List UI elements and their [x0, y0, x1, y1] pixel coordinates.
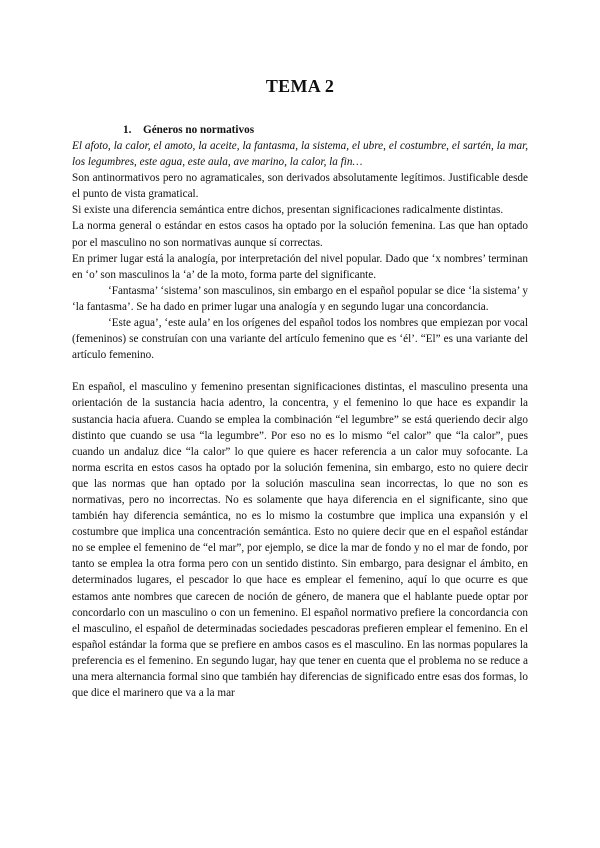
- paragraph: Son antinormativos pero no agramaticales, son derivados absolutamente legítimos. Justificable desde el punto de vista gramatical.: [72, 172, 528, 201]
- section-number: 1.: [123, 124, 132, 136]
- paragraph: La norma general o estándar en estos casos ha optado por la solución femenina. Las que han optado por el masculino no son normativas aunque sí correctas.: [72, 220, 528, 249]
- examples-list: El afoto, la calor, el amoto, la aceite, la fantasma, la sistema, el ubre, el costumbre, el sartén, la mar, los legumbres, este agua, este aula, ave marino, la calor, la fin…: [72, 140, 528, 169]
- section-heading: [123, 123, 528, 138]
- paragraph: En primer lugar está la analogía, por interpretación del nivel popular. Dado que ‘x nombres’ terminan en ‘o’ son masculinos la ‘a’ de la moto, forma parte del significante.: [72, 252, 528, 281]
- paragraph: ‘Fantasma’ ‘sistema’ son masculinos, sin embargo en el español popular se dice ‘la sistema’ y ‘la fantasma’. Se ha dado en primer lugar una analogía y en segundo lugar una concordancia.: [72, 284, 528, 313]
- paragraph: En español, el masculino y femenino presentan significaciones distintas, el masculino presenta una orientación de la sustancia hacia adentro, la concentra, y el femenino lo que hace es expandir la sustancia hacia afuera. Cuando se emplea la combinación “el legumbre” se está queriendo decir algo distinto que cuando se usa “la legumbre”. Por eso no es lo mismo “el calor” que “la calor”, pues cuando un andaluz dice “la calor” lo que quiere es hacer referencia a un calor muy sofocante. La norma escrita en estos casos ha optado por la solución femenina, sin embargo, esto no quiere decir que las normas que han optado por la solución masculina sean incorrectas, lo que no son es normativas, pero no incorrectas. No es solamente que haya diferencia en el significante, sino que también hay diferencia semántica, no es lo mismo la costumbre que implica una expansión y el costumbre que implica una concentración semántica. Esto no quiere decir que en el español estándar no se emplee el femenino de “el mar”, por ejemplo, se dice la mar de fondo y no el mar de fondo, por tanto se emplea la otra forma pero con un sentido distinto. Sin embargo, para designar el ámbito, en determinados lugares, el pescador lo que hace es emplear el femenino, aquí lo que ocurre es que estamos ante nombres que carecen de noción de género, de manera que el hablante puede optar por concordarlo con un masculino o con un femenino. El español normativo prefiere la concordancia con el masculino, el español de determinadas sociedades pescadoras prefieren emplear el femenino. En el español estándar la forma que se prefiere en ambos casos es el masculino. En las normas populares la preferencia es el femenino. En segundo lugar, hay que tener en cuenta que el problema no se reduce a una mera alternancia formal sino que también hay diferencias de significado entre esas dos formas, lo que dice el marinero que va a la mar: [72, 381, 528, 700]
- paragraph: ‘Este agua’, ‘este aula’ en los orígenes del español todos los nombres que empiezan por vocal (femeninos) se construían con una variante del artículo femenino que es ‘él’. “El” es una variante del artículo femenino.: [72, 317, 528, 362]
- paragraph: Si existe una diferencia semántica entre dichos, presentan significaciones radicalmente distintas.: [72, 204, 504, 217]
- section-heading-text: Géneros no normativos: [143, 124, 255, 136]
- document-body: [72, 123, 528, 701]
- page-title: TEMA 2: [265, 76, 335, 96]
